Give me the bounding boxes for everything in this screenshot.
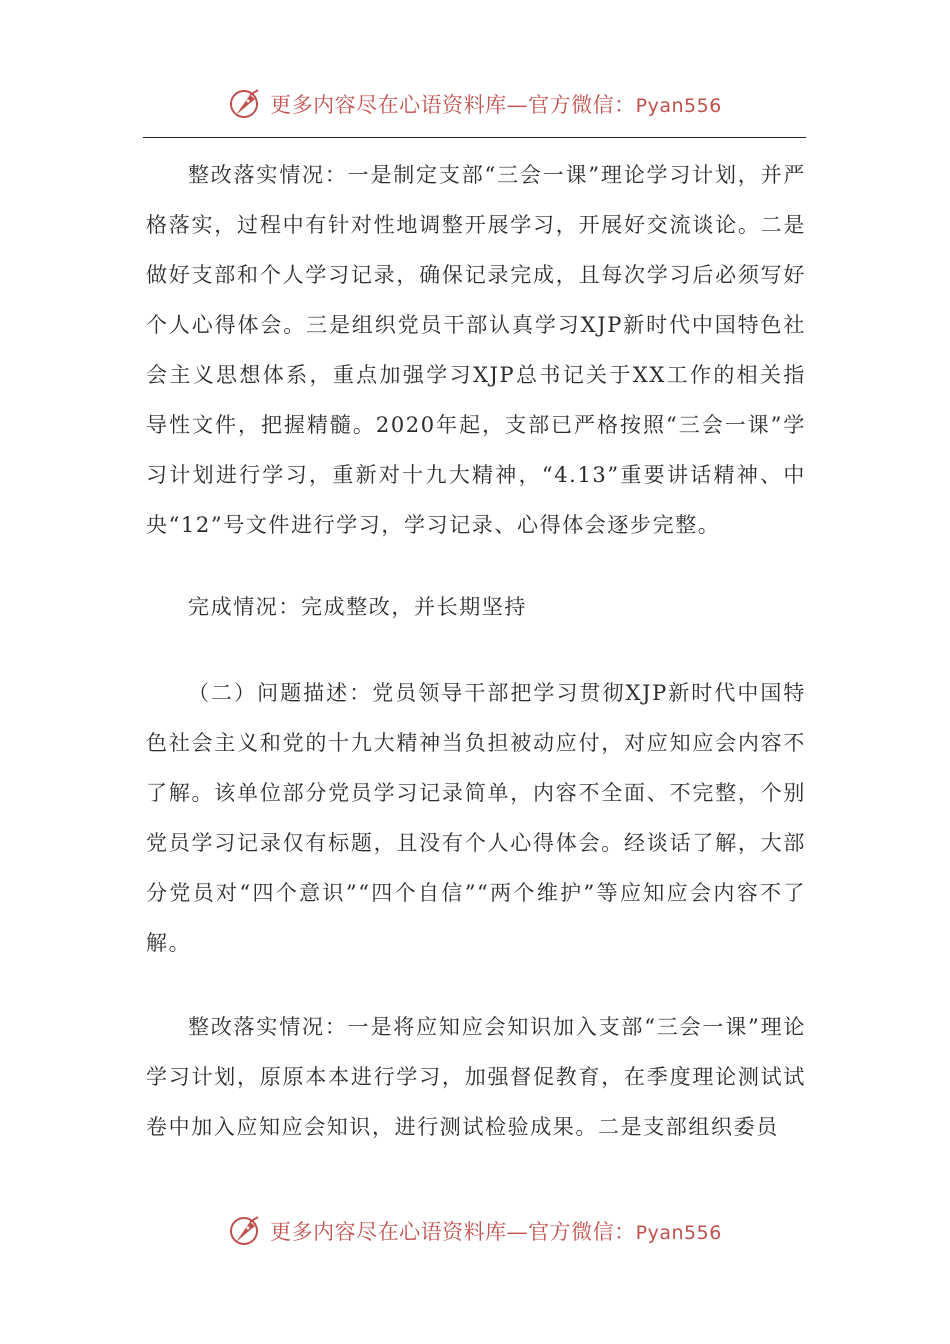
header-dash: — (506, 93, 529, 117)
pen-nib-logo-icon (228, 86, 264, 122)
paragraph-rectification-1: 整改落实情况：一是制定支部“三会一课”理论学习计划，并严格落实，过程中有针对性地调整开展学习，开展好交流谈论。二是做好支部和个人学习记录，确保记录完成，且每次学习后必须写好个人心得体会。三是组织党员干部认真学习XJP新时代中国特色社会主义思想体系，重点加强学习XJP总书记关于XX工作的相关指导性文件，把握精髓。2020年起，支部已严格按照“三会一课”学习计划进行学习，重新对十九大精神，“4.13”重要讲话精神、中央“12”号文件进行学习，学习记录、心得体会逐步完整。 (146, 163, 806, 537)
footer-wechat-id: Pyan556 (635, 1222, 722, 1244)
paragraph-rectification-2: 整改落实情况：一是将应知应会知识加入支部“三会一课”理论学习计划，原原本本进行学习，加强督促教育，在季度理论测试试卷中加入应知应会知识，进行测试检验成果。二是支部组织委员 (146, 1015, 806, 1139)
footer-wechat-label: 官方微信： (528, 1220, 636, 1244)
pen-nib-logo-icon (228, 1213, 264, 1249)
header-banner (0, 84, 950, 124)
footer-banner-text (270, 1216, 722, 1246)
footer-dash: — (506, 1220, 529, 1244)
header-wechat-id: Pyan556 (635, 95, 722, 117)
footer-banner (0, 1211, 950, 1251)
header-brand: 更多内容尽在心语资料库 (270, 93, 507, 117)
header-divider (143, 137, 806, 138)
footer-brand: 更多内容尽在心语资料库 (270, 1220, 507, 1244)
header-wechat-label: 官方微信： (528, 93, 636, 117)
header-banner-text (270, 89, 722, 119)
paragraph-completion-status: 完成情况：完成整改，并长期坚持 (188, 595, 527, 619)
paragraph-problem-description: （二）问题描述：党员领导干部把学习贯彻XJP新时代中国特色社会主义和党的十九大精神当负担被动应付，对应知应会内容不了解。该单位部分党员学习记录简单，内容不全面、不完整，个别党员学习记录仅有标题，且没有个人心得体会。经谈话了解，大部分党员对“四个意识”“四个自信”“两个维护”等应知应会内容不了解。 (146, 681, 806, 955)
